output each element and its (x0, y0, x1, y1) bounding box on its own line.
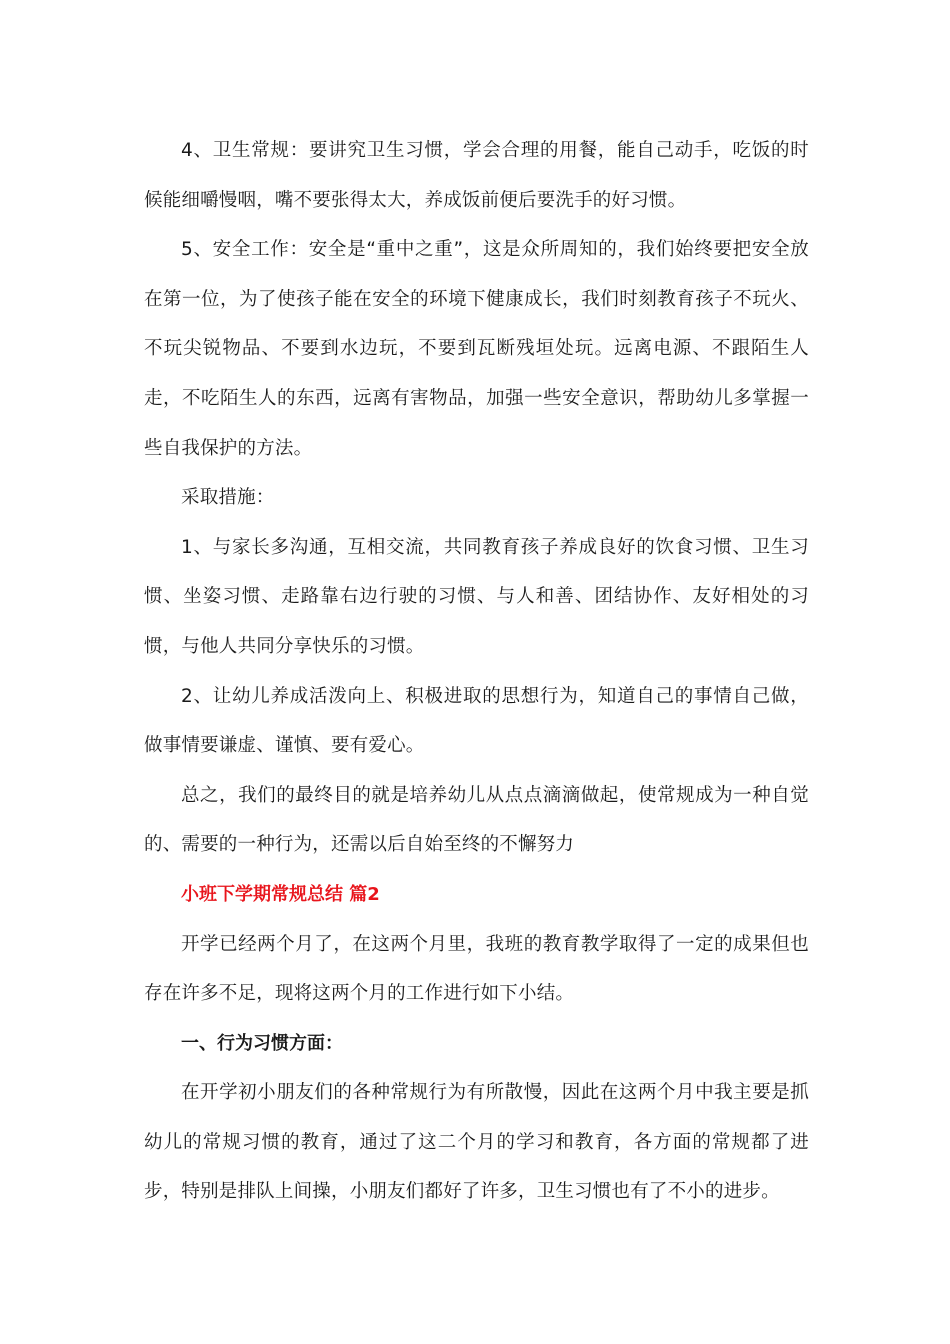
section-title: 小班下学期常规总结 篇2 (181, 883, 380, 905)
document-body (144, 126, 809, 1217)
paragraph-safety-work: 5、安全工作：安全是“重中之重”，这是众所周知的，我们始终要把安全放在第一位，为了使孩子能在安全的环境下健康成长，我们时刻教育孩子不玩火、不玩尖锐物品、不要到水边玩，不要到瓦断残垣处玩。远离电源、不跟陌生人走，不吃陌生人的东西，远离有害物品，加强一些安全意识，帮助幼儿多掌握一些自我保护的方法。 (144, 239, 809, 459)
paragraph-behavior-body: 在开学初小朋友们的各种常规行为有所散慢，因此在这两个月中我主要是抓幼儿的常规习惯的教育，通过了这二个月的学习和教育，各方面的常规都了进步，特别是排队上间操，小朋友们都好了许多，卫生习惯也有了不小的进步。 (144, 1082, 809, 1203)
subheading-behavior-habits: 一、行为习惯方面： (181, 1032, 343, 1054)
paragraph-intro: 开学已经两个月了，在这两个月里，我班的教育教学取得了一定的成果但也存在许多不足，现将这两个月的工作进行如下小结。 (144, 933, 809, 1005)
paragraph-measure-1: 1、与家长多沟通，互相交流，共同教育孩子养成良好的饮食习惯、卫生习惯、坐姿习惯、走路靠右边行驶的习惯、与人和善、团结协作、友好相处的习惯，与他人共同分享快乐的习惯。 (144, 536, 809, 657)
paragraph-hygiene-routine: 4、卫生常规：要讲究卫生习惯，学会合理的用餐，能自己动手，吃饭的时候能细嚼慢咽，嘴不要张得太大，养成饭前便后要洗手的好习惯。 (144, 140, 809, 211)
paragraph-measures-label: 采取措施： (181, 487, 275, 509)
paragraph-conclusion: 总之，我们的最终目的就是培养幼儿从点点滴滴做起，使常规成为一种自觉的、需要的一种行为，还需以后自始至终的不懈努力 (144, 784, 809, 856)
paragraph-measure-2: 2、让幼儿养成活泼向上、积极进取的思想行为，知道自己的事情自己做，做事情要谦虚、谨慎、要有爱心。 (144, 685, 809, 757)
